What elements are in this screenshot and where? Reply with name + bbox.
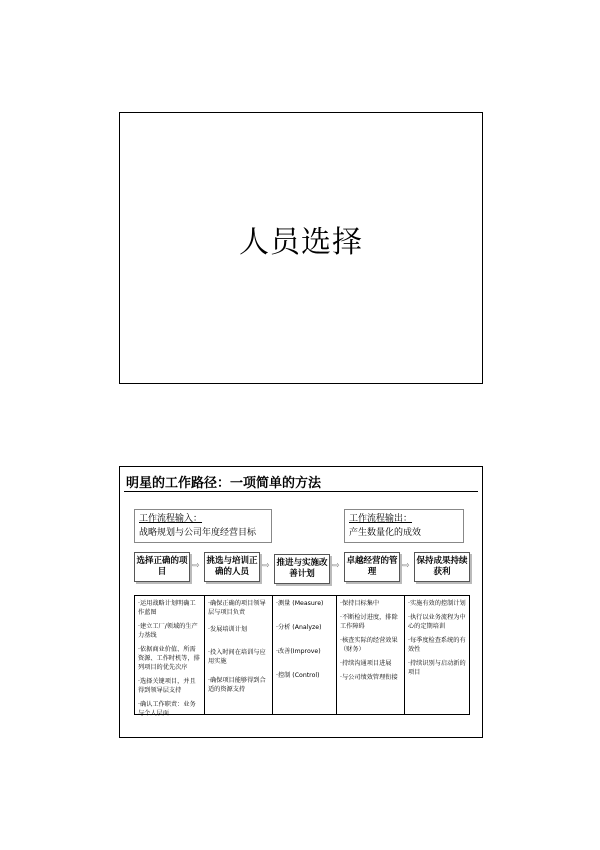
detail-item: ·改善(Improve) <box>276 648 321 655</box>
detail-item: ·投入时间在培训与应用实施 <box>208 649 266 665</box>
process-input-box <box>134 509 272 543</box>
detail-item: ·持续沟通项目进展 <box>340 660 392 667</box>
details-column-5 <box>405 596 471 714</box>
step-2: 挑选与培训正确的人员 <box>204 552 260 582</box>
slide-1-title: 人员选择 <box>239 225 363 260</box>
detail-item: ·保持目标集中 <box>340 600 380 607</box>
arrow-icon: ⇨ <box>262 561 270 571</box>
detail-item: ·与公司绩效管理衔接 <box>340 674 398 681</box>
detail-item: ·建立工厂/领域的生产力基线 <box>138 623 198 639</box>
detail-item: ·确认工作职责：业务与个人层面 <box>138 701 196 717</box>
details-table <box>134 595 470 715</box>
detail-item: ·执行以业务流程为中心的定期培训 <box>408 614 466 630</box>
slide-2-title: 明星的工作路径：一项简单的方法 <box>126 476 322 491</box>
process-steps <box>134 552 470 584</box>
detail-item: ·实施有效的控制计划 <box>408 600 466 607</box>
step-3: 推进与实施改善计划 <box>274 554 330 584</box>
detail-item: ·不断检讨进度，排除工作障碍 <box>340 614 398 630</box>
detail-item: ·核查实际的经营效果（财务） <box>340 637 398 653</box>
arrow-icon: ⇨ <box>402 561 410 571</box>
arrow-icon: ⇨ <box>192 561 200 571</box>
slide-1 <box>119 112 483 384</box>
slide-2 <box>119 466 483 738</box>
detail-item: ·发展培训计划 <box>208 626 248 633</box>
step-5: 保持成果持续获利 <box>414 552 470 582</box>
process-input-text: 战略规划与公司年度经营目标 <box>139 528 257 538</box>
detail-item: ·持续识别与启动新的项目 <box>408 660 466 676</box>
detail-item: ·测量 (Measure) <box>276 600 324 607</box>
step-4: 卓越经营的管理 <box>344 552 400 582</box>
detail-item: ·依据商业价值、所需资源、工作时机等，排列项目的优先次序 <box>138 646 200 671</box>
arrow-icon: ⇨ <box>332 561 340 571</box>
step-1: 选择正确的项目 <box>134 552 190 582</box>
detail-item: ·每季度检查系统的有效性 <box>408 637 466 653</box>
detail-item: ·选择关键项目，并且得到领导层支持 <box>138 678 196 694</box>
details-column-1 <box>135 596 205 717</box>
details-column-4 <box>337 596 405 714</box>
process-input-heading: 工作流程输入： <box>139 514 203 524</box>
process-output-box <box>344 509 464 543</box>
detail-item: ·确保项目能够得到合适的资源支持 <box>208 677 266 693</box>
title-divider <box>124 491 478 492</box>
details-column-2 <box>205 596 273 714</box>
process-output-heading: 工作流程输出： <box>349 514 413 524</box>
detail-item: ·分析 (Analyze) <box>276 624 322 631</box>
detail-item: ·确保正确的项目领导层与项目负责 <box>208 600 266 616</box>
detail-item: ·控制 (Control) <box>276 672 320 679</box>
details-column-3 <box>273 596 337 714</box>
detail-item: ·运用战略计划明确工作蓝图 <box>138 600 196 616</box>
process-output-text: 产生数量化的成效 <box>349 528 422 538</box>
